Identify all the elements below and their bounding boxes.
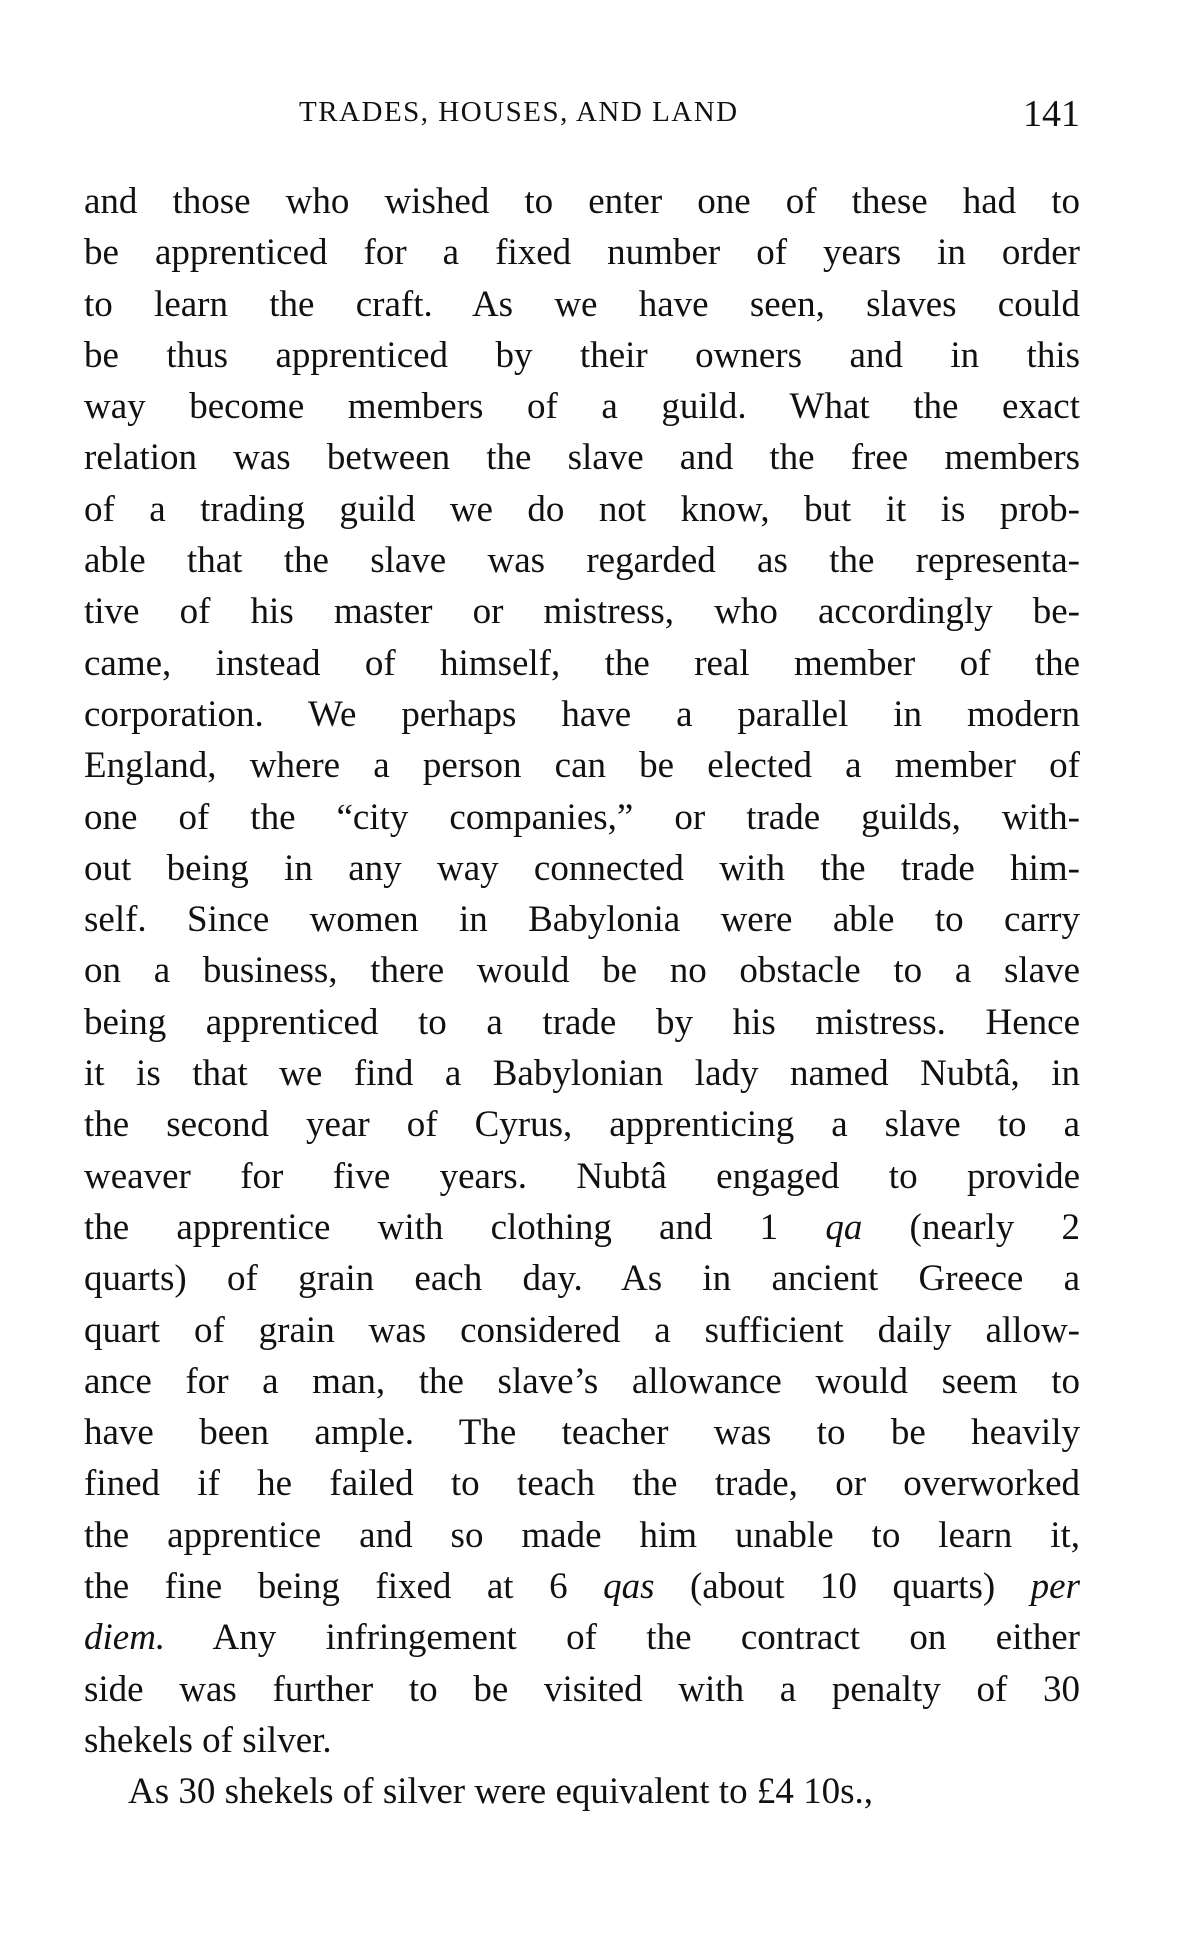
text-line: it is that we find a Babylonian lady named Nubtâ, in (84, 1053, 1080, 1095)
text-line: the apprentice and so made him unable to learn it, (84, 1514, 1080, 1556)
text-line (84, 1561, 1080, 1612)
text-line: be apprenticed for a fixed number of years in order (84, 232, 1080, 274)
text-line: and those who wished to enter one of these had to (84, 181, 1080, 222)
text-line: way become members of a guild. What the exact (84, 386, 1080, 428)
text-segment: the fine being fixed at 6 (84, 1566, 604, 1608)
text-line: came, instead of himself, the real member of the (84, 642, 1080, 684)
text-line: relation was between the slave and the free members (84, 437, 1080, 479)
italic-term: per (1030, 1566, 1080, 1608)
page-number: 141 (1023, 93, 1080, 135)
text-line: side was further to be visited with a penalty of 30 (84, 1668, 1080, 1710)
text-line: weaver for five years. Nubtâ engaged to provide (84, 1155, 1080, 1197)
italic-term: qas (603, 1566, 655, 1608)
text-line: have been ample. The teacher was to be heavily (84, 1412, 1080, 1454)
text-line: quarts) of grain each day. As in ancient Greece a (84, 1258, 1080, 1300)
text-line: being apprenticed to a trade by his mistress. Hence (84, 1001, 1080, 1043)
italic-term: qa (825, 1206, 863, 1248)
text-line: England, where a person can be elected a member of (84, 745, 1080, 787)
text-line: the second year of Cyrus, apprenticing a slave to a (84, 1104, 1080, 1146)
paragraph-end-line: shekels of silver. (84, 1719, 332, 1761)
text-line: quart of grain was considered a sufficient daily allow- (84, 1309, 1080, 1351)
text-line (84, 1612, 1080, 1663)
text-segment: the apprentice with clothing and 1 (84, 1206, 826, 1248)
paragraph-start-line: As 30 shekels of silver were equivalent to £4 10s., (128, 1771, 873, 1813)
text-line: fined if he failed to teach the trade, or overworked (84, 1463, 1080, 1505)
text-line: self. Since women in Babylonia were able to carry (84, 899, 1080, 941)
text-line: able that the slave was regarded as the representa- (84, 540, 1080, 582)
running-head (84, 92, 1080, 142)
text-line (84, 1202, 1080, 1253)
text-segment: Any infringement of the contract on either (165, 1617, 1080, 1659)
body-text (84, 176, 1080, 1818)
text-line: to learn the craft. As we have seen, slaves could (84, 283, 1080, 325)
text-line: on a business, there would be no obstacle to a slave (84, 950, 1080, 992)
text-line: out being in any way connected with the trade him- (84, 847, 1080, 889)
running-title: TRADES, HOUSES, AND LAND (299, 96, 739, 128)
text-segment: (about 10 quarts) (654, 1566, 1031, 1608)
text-line: of a trading guild we do not know, but it is prob- (84, 488, 1080, 530)
text-line: one of the “city companies,” or trade guilds, with- (84, 796, 1080, 838)
text-line: tive of his master or mistress, who accordingly be- (84, 591, 1080, 633)
italic-term: diem. (84, 1617, 166, 1659)
text-segment: (nearly 2 (862, 1206, 1080, 1248)
text-line: corporation. We perhaps have a parallel in modern (84, 693, 1080, 735)
text-line: be thus apprenticed by their owners and in this (84, 334, 1080, 376)
text-line: ance for a man, the slave’s allowance would seem to (84, 1360, 1080, 1402)
